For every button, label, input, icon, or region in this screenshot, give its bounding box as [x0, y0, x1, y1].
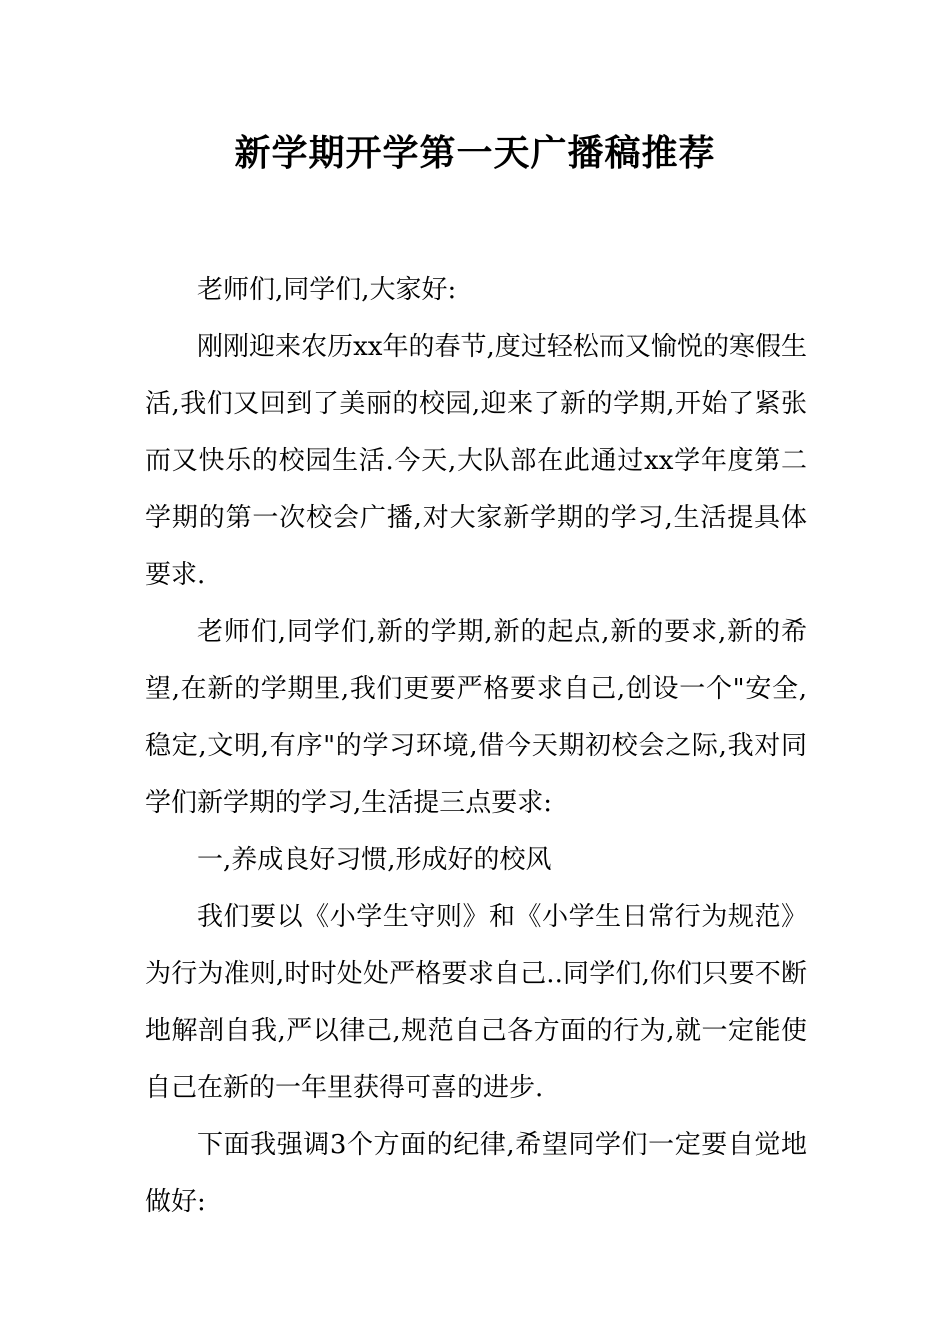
paragraph-discipline: 下面我强调3个方面的纪律,希望同学们一定要自觉地做好:: [145, 1130, 807, 1217]
section-heading-habits: 一,养成良好习惯,形成好的校风: [197, 845, 552, 875]
paragraph-rules: 我们要以《小学生守则》和《小学生日常行为规范》为行为准则,时时处处严格要求自己..同学们,你们只要不断地解剖自我,严以律己,规范自己各方面的行为,就一定能使自己在新的一年里获得可喜的进步.: [145, 902, 807, 1103]
document-body: [145, 262, 807, 1231]
paragraph-requirements: 老师们,同学们,新的学期,新的起点,新的要求,新的希望,在新的学期里,我们更要严格要求自己,创设一个"安全,稳定,文明,有序"的学习环境,借今天期初校会之际,我对同学们新学期的学习,生活提三点要求:: [145, 617, 807, 818]
document-title: 新学期开学第一天广播稿推荐: [234, 132, 716, 174]
paragraph-intro: 刚刚迎来农历xx年的春节,度过轻松而又愉悦的寒假生活,我们又回到了美丽的校园,迎来了新的学期,开始了紧张而又快乐的校园生活.今天,大队部在此通过xx学年度第二学期的第一次校会广播,对大家新学期的学习,生活提具体要求.: [145, 332, 807, 590]
paragraph-greeting: 老师们,同学们,大家好:: [197, 275, 457, 305]
